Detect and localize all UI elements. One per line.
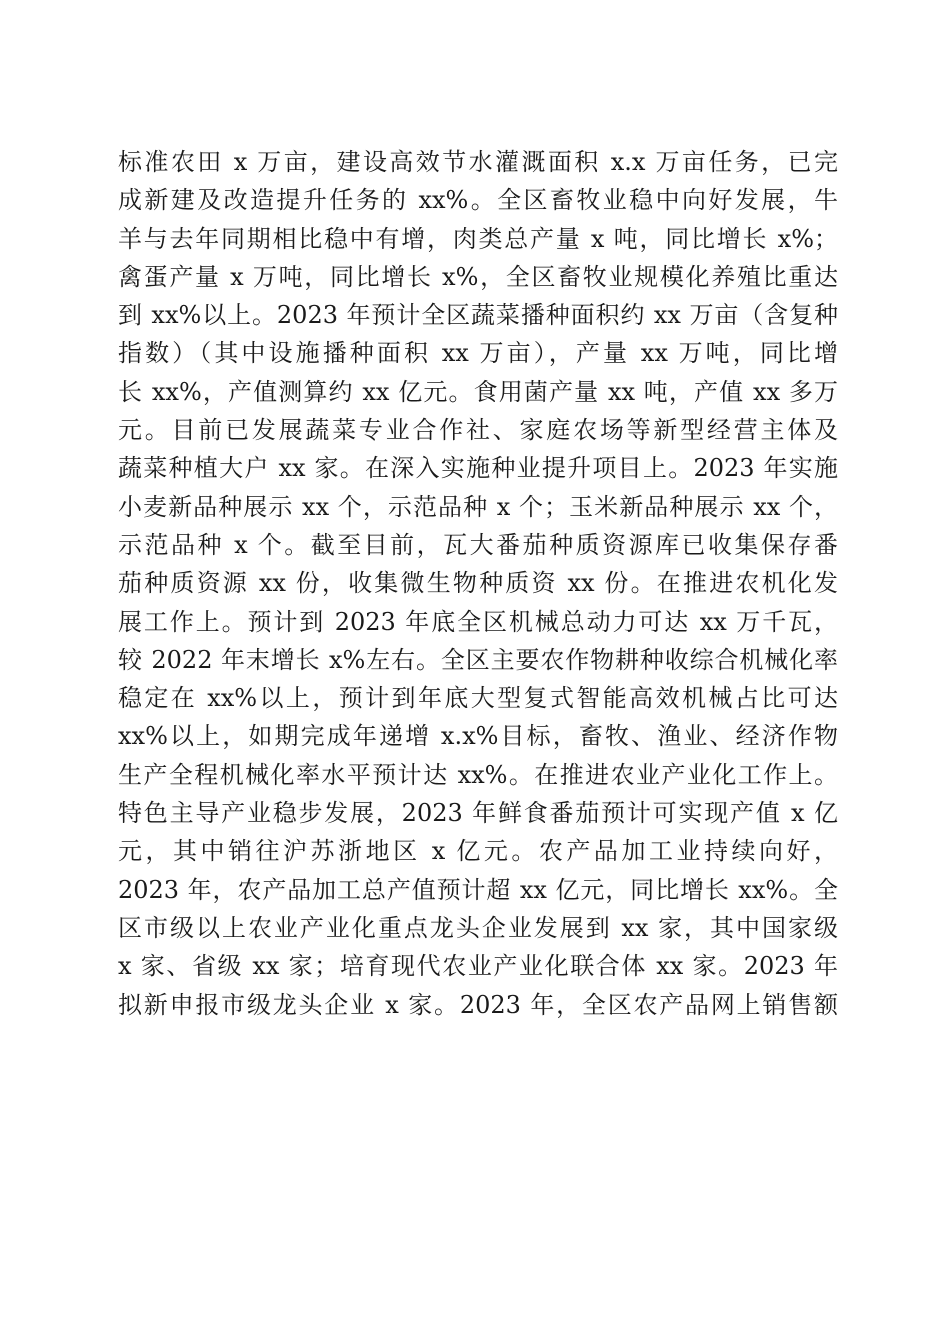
text-line: 标准农田 x 万亩，建设高效节水灌溉面积 x.x 万亩任务，已完	[118, 148, 838, 176]
text-line: x 家、省级 xx 家；培育现代农业产业化联合体 xx 家。2023 年	[118, 952, 838, 981]
text-line: 元。目前已发展蔬菜专业合作社、家庭农场等新型经营主体及	[118, 416, 838, 445]
text-line: 2023 年，农产品加工总产值预计超 xx 亿元，同比增长 xx%。全	[118, 875, 838, 904]
text-line: 蔬菜种植大户 xx 家。在深入实施种业提升项目上。2023 年实施	[118, 454, 838, 483]
text-line: xx%以上，如期完成年递增 x.x%目标，畜牧、渔业、经济作物	[118, 722, 838, 751]
text-line: 元，其中销往沪苏浙地区 x 亿元。农产品加工业持续向好，	[118, 837, 838, 866]
text-line: 长 xx%，产值测算约 xx 亿元。食用菌产量 xx 吨，产值 xx 多万	[118, 377, 838, 406]
text-line: 稳定在 xx%以上，预计到年底大型复式智能高效机械占比可达	[118, 684, 838, 713]
text-line: 禽蛋产量 x 万吨，同比增长 x%，全区畜牧业规模化养殖比重达	[118, 262, 838, 291]
text-line: 拟新申报市级龙头企业 x 家。2023 年，全区农产品网上销售额	[118, 990, 838, 1019]
body-paragraph	[118, 143, 838, 1024]
text-line: 到 xx%以上。2023 年预计全区蔬菜播种面积约 xx 万亩（含复种	[118, 301, 838, 330]
text-line: 指数）（其中设施播种面积 xx 万亩），产量 xx 万吨，同比增	[118, 339, 838, 368]
text-line: 羊与去年同期相比稳中有增，肉类总产量 x 吨，同比增长 x%；	[118, 224, 838, 253]
text-line: 较 2022 年末增长 x%左右。全区主要农作物耕种收综合机械化率	[118, 645, 838, 674]
text-line: 展工作上。预计到 2023 年底全区机械总动力可达 xx 万千瓦，	[118, 607, 838, 636]
text-line: 生产全程机械化率水平预计达 xx%。在推进农业产业化工作上。	[118, 760, 838, 789]
text-line: 茄种质资源 xx 份，收集微生物种质资 xx 份。在推进农机化发	[118, 569, 838, 598]
text-line: 小麦新品种展示 xx 个，示范品种 x 个；玉米新品种展示 xx 个，	[118, 492, 838, 521]
text-line: 示范品种 x 个。截至目前，瓦大番茄种质资源库已收集保存番	[118, 530, 838, 559]
text-line: 区市级以上农业产业化重点龙头企业发展到 xx 家，其中国家级	[118, 913, 838, 942]
text-line: 成新建及改造提升任务的 xx%。全区畜牧业稳中向好发展，牛	[118, 186, 838, 215]
text-line: 特色主导产业稳步发展，2023 年鲜食番茄预计可实现产值 x 亿	[118, 799, 838, 828]
